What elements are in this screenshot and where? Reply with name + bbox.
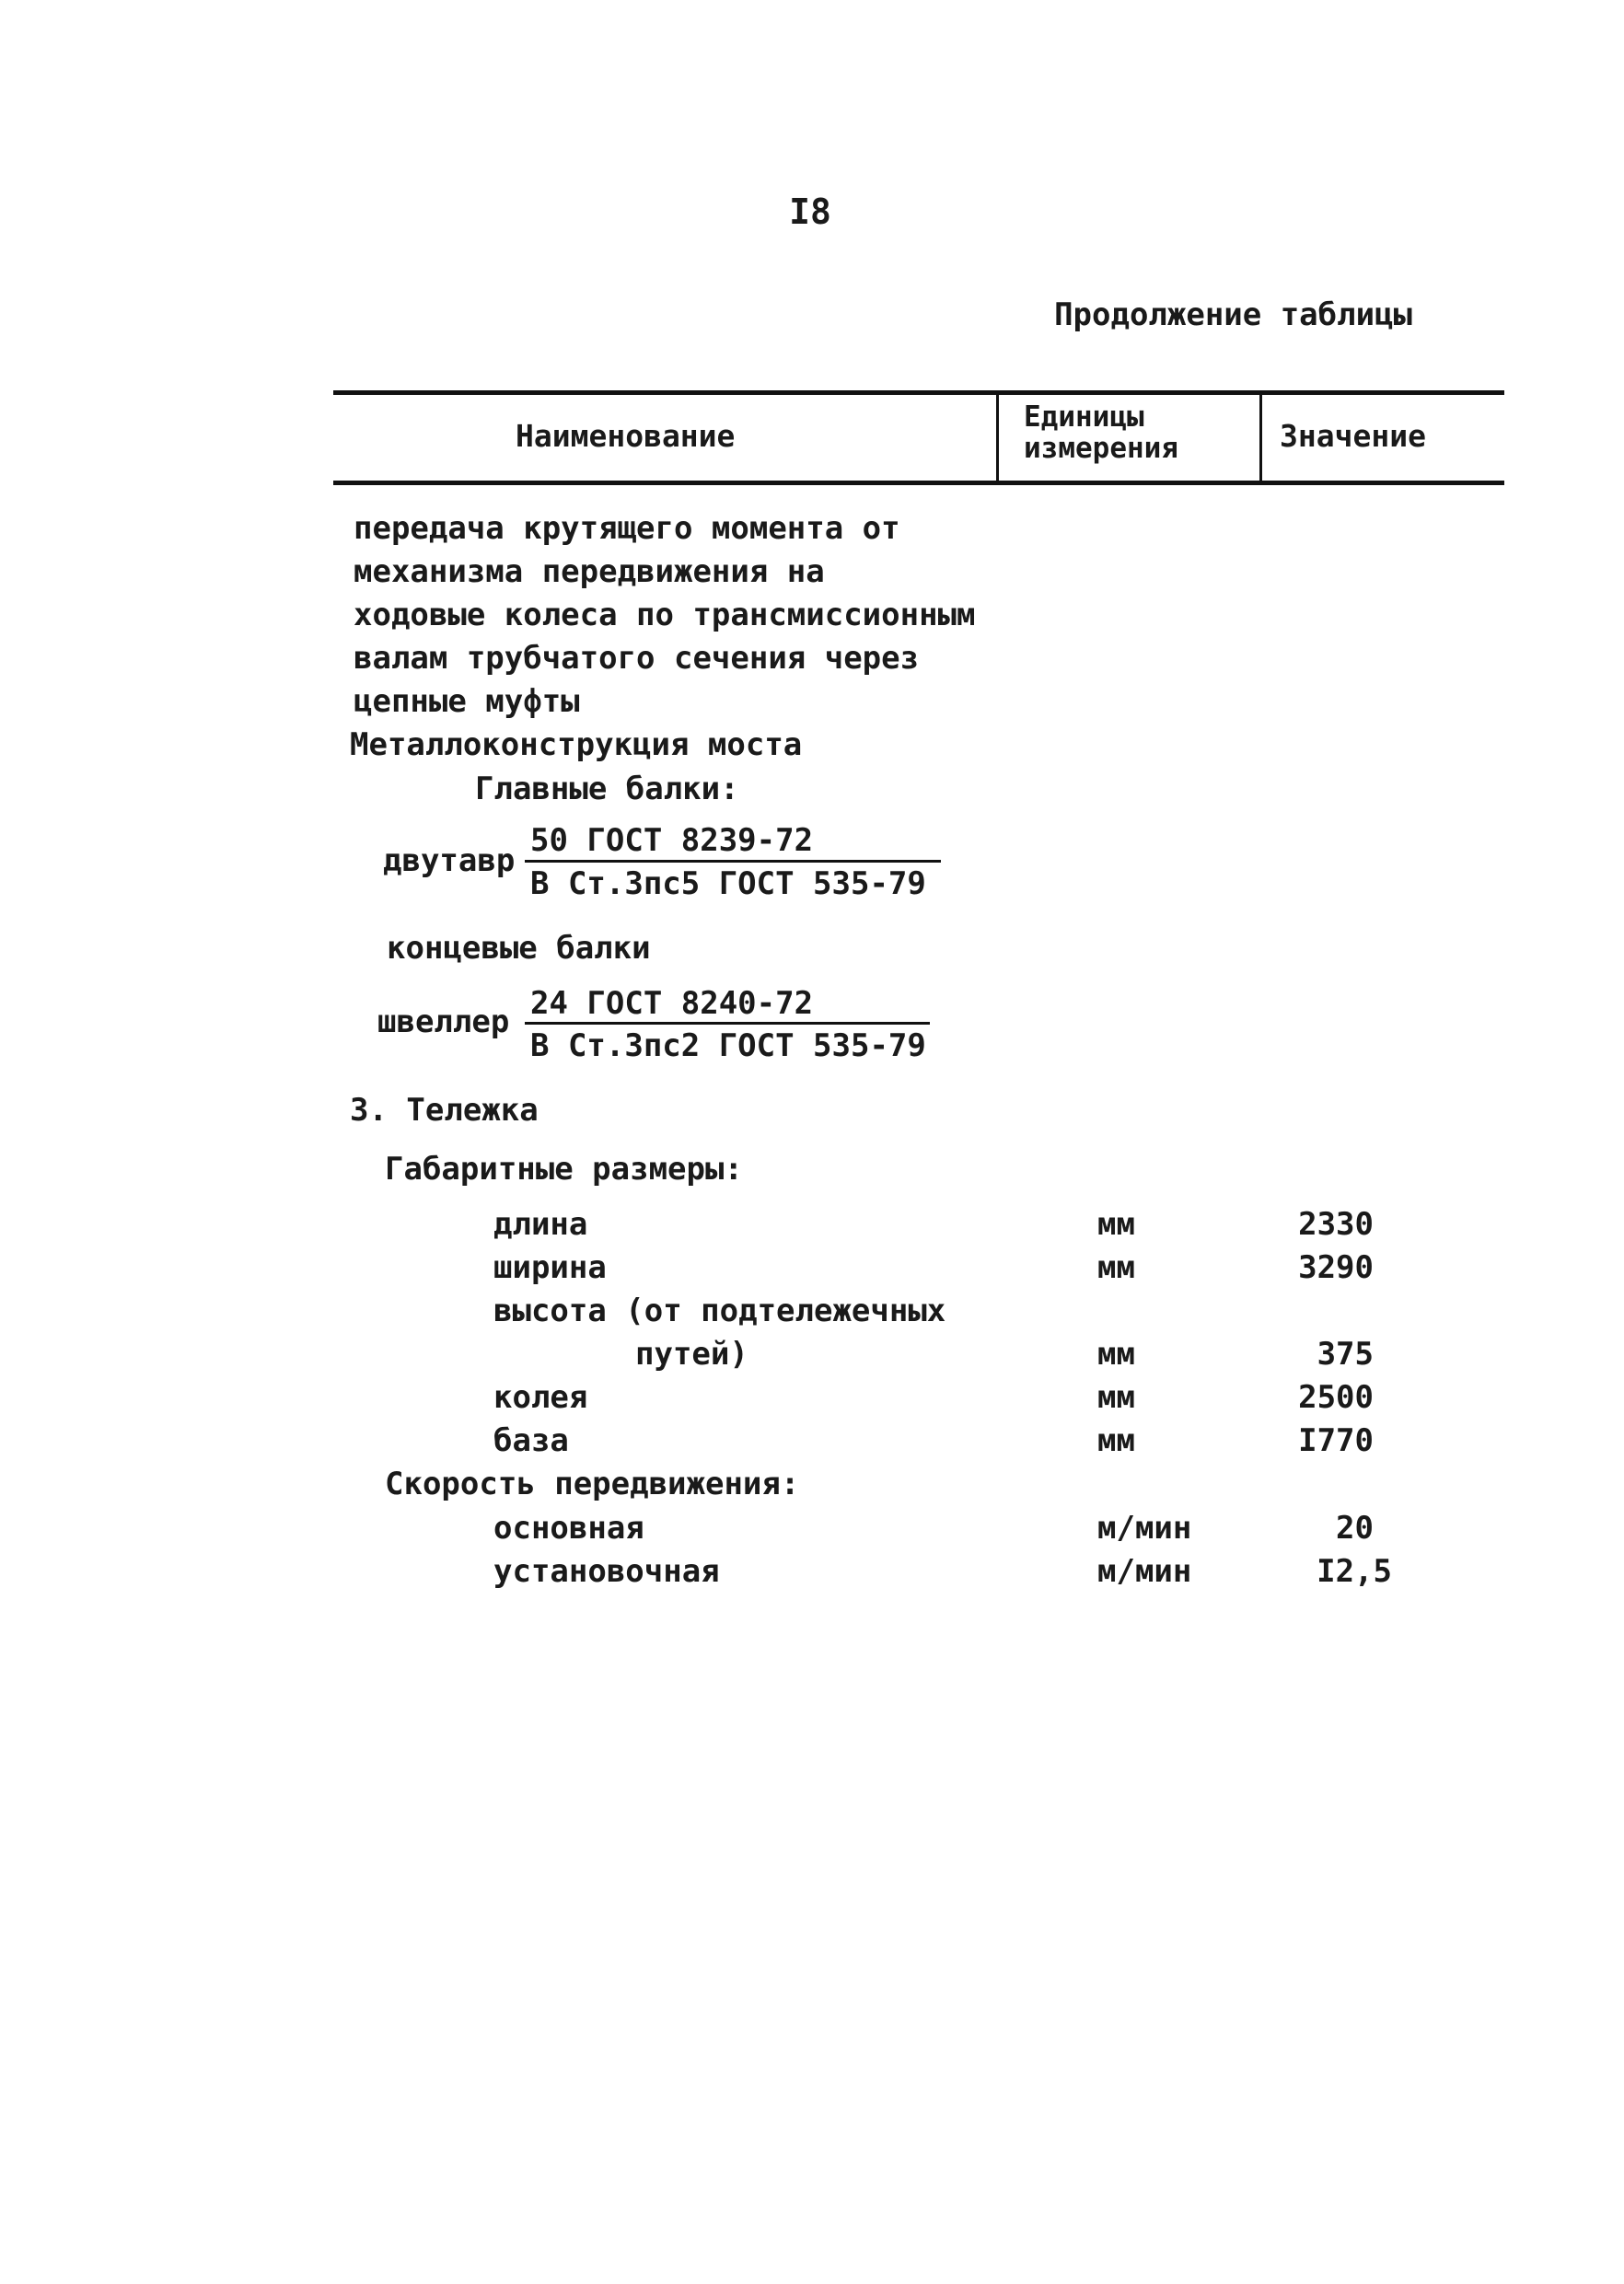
dim-unit-track: мм xyxy=(1097,1379,1135,1416)
dim-unit-base: мм xyxy=(1097,1422,1135,1459)
ibeam-numerator: 50 ГОСТ 8239-72 xyxy=(530,822,814,859)
dim-value-width: 3290 xyxy=(1298,1249,1374,1286)
ibeam-denominator: В Ст.3пс5 ГОСТ 535-79 xyxy=(530,865,926,902)
dim-value-base: I770 xyxy=(1298,1422,1374,1459)
channel-label: швеллер xyxy=(377,1003,510,1040)
header-units-line1: Единицы xyxy=(1024,400,1144,434)
speed-unit-setup: м/мин xyxy=(1097,1553,1192,1590)
channel-denominator: В Ст.3пс2 ГОСТ 535-79 xyxy=(530,1027,926,1064)
channel-numerator: 24 ГОСТ 8240-72 xyxy=(530,985,814,1022)
table-header-bottom-rule xyxy=(333,481,1504,485)
main-beams-heading: Главные балки: xyxy=(475,771,739,807)
table-top-rule xyxy=(333,390,1504,395)
dim-name-height-cont: путей) xyxy=(635,1336,748,1373)
header-units-line2: измерения xyxy=(1024,432,1178,465)
ibeam-label: двутавр xyxy=(383,842,516,879)
description-line: валам трубчатого сечения через xyxy=(354,640,920,677)
dim-name-track: колея xyxy=(493,1379,588,1416)
dim-value-length: 2330 xyxy=(1298,1206,1374,1243)
overall-dimensions-heading: Габаритные размеры: xyxy=(385,1151,743,1188)
dim-unit-length: мм xyxy=(1097,1206,1135,1243)
channel-fraction-line xyxy=(525,1022,930,1025)
table-divider-2 xyxy=(1259,392,1262,482)
dim-name-height: высота (от подтележечных xyxy=(493,1293,946,1329)
dim-name-length: длина xyxy=(493,1206,588,1243)
speed-heading: Скорость передвижения: xyxy=(385,1466,800,1502)
dim-name-width: ширина xyxy=(493,1249,607,1286)
dim-value-track: 2500 xyxy=(1298,1379,1374,1416)
header-name: Наименование xyxy=(516,418,736,454)
description-line: механизма передвижения на xyxy=(354,553,825,590)
speed-name-main: основная xyxy=(493,1510,644,1547)
dim-unit-height: мм xyxy=(1097,1336,1135,1373)
speed-value-setup: I2,5 xyxy=(1317,1553,1392,1590)
header-value: Значение xyxy=(1280,418,1426,454)
description-line: ходовые колеса по трансмиссионным xyxy=(354,597,976,633)
speed-value-main: 20 xyxy=(1336,1510,1374,1547)
description-line: цепные муфты xyxy=(354,683,580,720)
continuation-caption: Продолжение таблицы xyxy=(1054,296,1412,333)
speed-unit-main: м/мин xyxy=(1097,1510,1192,1547)
end-beams-heading: концевые балки xyxy=(387,930,651,967)
dim-unit-width: мм xyxy=(1097,1249,1135,1286)
description-line: передача крутящего момента от xyxy=(354,510,900,547)
dim-name-base: база xyxy=(493,1422,569,1459)
header-units xyxy=(1024,401,1208,464)
bridge-structure-heading: Металлоконструкция моста xyxy=(350,726,803,763)
speed-name-setup: установочная xyxy=(493,1553,720,1590)
dim-value-height: 375 xyxy=(1317,1336,1374,1373)
table-divider-1 xyxy=(996,392,999,482)
ibeam-fraction-line xyxy=(525,860,941,863)
section-3-heading: 3. Тележка xyxy=(350,1092,539,1129)
page-number: I8 xyxy=(789,191,831,232)
